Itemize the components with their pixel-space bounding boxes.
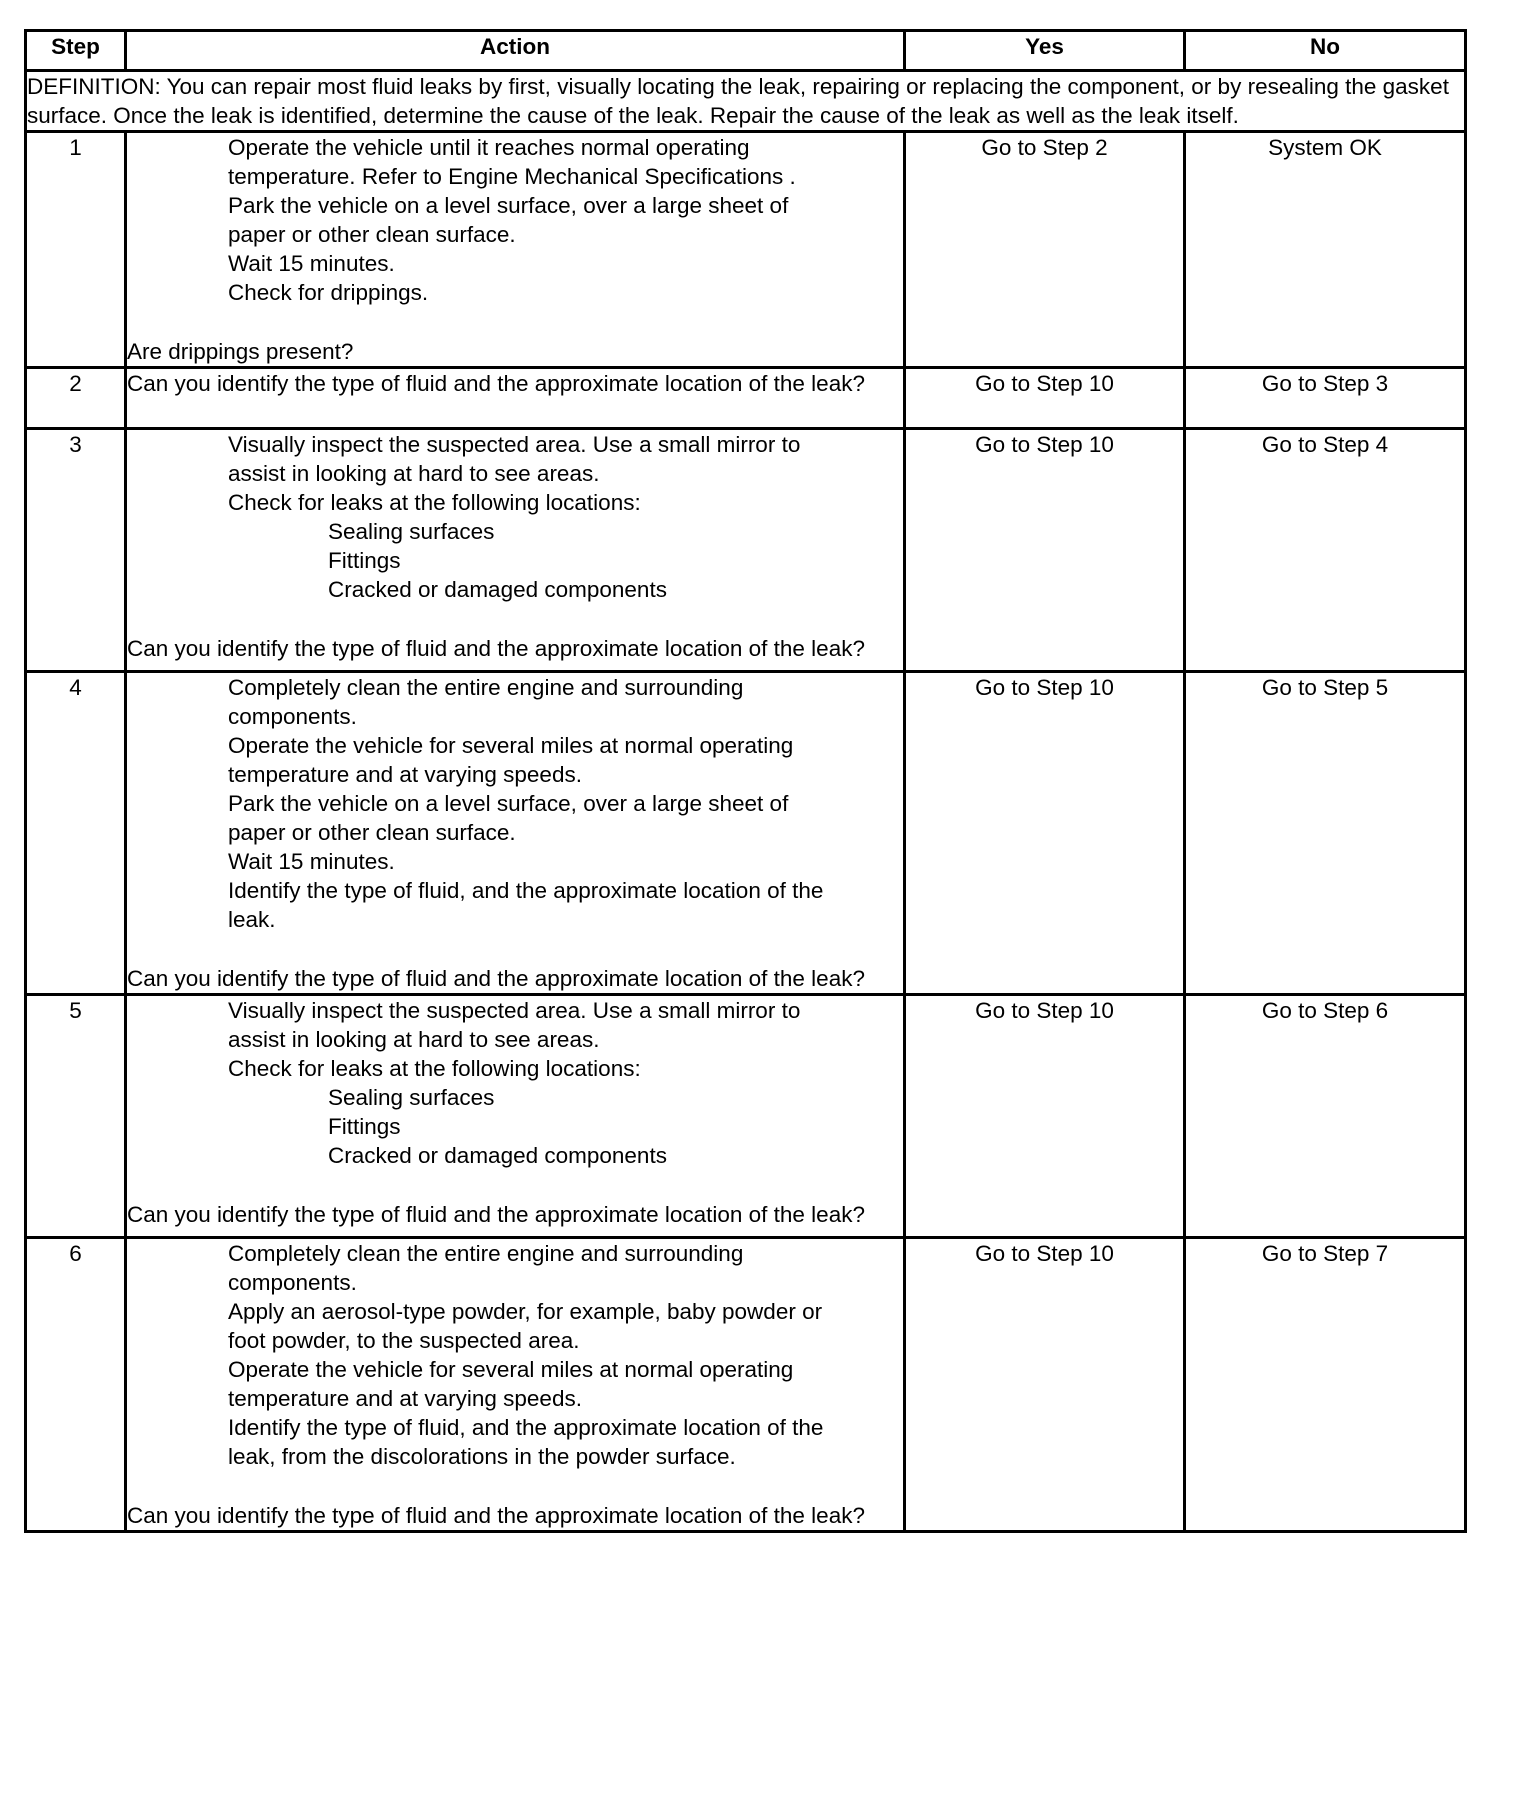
instruction-line: Visually inspect the suspected area. Use a small mirror to <box>228 432 801 457</box>
yes-result: Go to Step 10 <box>905 368 1185 429</box>
table-row <box>26 672 1466 995</box>
action-cell <box>126 368 905 429</box>
instruction-line: Operate the vehicle for several miles at normal operating <box>228 733 794 758</box>
instruction-line: foot powder, to the suspected area. <box>228 1328 580 1353</box>
step-number: 1 <box>26 132 126 368</box>
no-result: Go to Step 5 <box>1185 672 1466 995</box>
location-item: Fittings <box>328 548 401 573</box>
table-row <box>26 995 1466 1238</box>
no-result: Go to Step 3 <box>1185 368 1466 429</box>
action-question: Can you identify the type of fluid and the approximate location of the leak? <box>127 371 865 396</box>
yes-result: Go to Step 10 <box>905 429 1185 672</box>
instruction-line: temperature. Refer to Engine Mechanical Specifications . <box>228 164 796 189</box>
action-instructions <box>127 133 903 307</box>
location-item: Cracked or damaged components <box>328 577 667 602</box>
action-cell <box>126 995 905 1238</box>
location-item: Cracked or damaged components <box>328 1143 667 1168</box>
instruction-line: Visually inspect the suspected area. Use a small mirror to <box>228 998 801 1023</box>
instruction-line: Operate the vehicle for several miles at normal operating <box>228 1357 794 1382</box>
instruction-line: Completely clean the entire engine and surrounding <box>228 1241 744 1266</box>
instruction-line: Park the vehicle on a level surface, over a large sheet of <box>228 193 789 218</box>
action-cell <box>126 672 905 995</box>
instruction-line: paper or other clean surface. <box>228 222 516 247</box>
no-result: Go to Step 4 <box>1185 429 1466 672</box>
instruction-line: Park the vehicle on a level surface, over a large sheet of <box>228 791 789 816</box>
instruction-line: Wait 15 minutes. <box>228 251 395 276</box>
action-instructions <box>127 673 903 934</box>
action-question: Can you identify the type of fluid and the approximate location of the leak? <box>127 1202 865 1227</box>
table-row <box>26 1238 1466 1532</box>
table-row <box>26 368 1466 429</box>
header-step: Step <box>26 31 126 71</box>
instruction-line: components. <box>228 1270 357 1295</box>
action-question: Can you identify the type of fluid and the approximate location of the leak? <box>127 1503 865 1528</box>
yes-result: Go to Step 10 <box>905 1238 1185 1532</box>
instruction-line: Identify the type of fluid, and the approximate location of the <box>228 878 824 903</box>
table-row <box>26 429 1466 672</box>
no-result: System OK <box>1185 132 1466 368</box>
instruction-line: Check for drippings. <box>228 280 429 305</box>
instruction-line: Check for leaks at the following locations: <box>228 1056 641 1081</box>
definition-text: DEFINITION: You can repair most fluid leaks by first, visually locating the leak, repairing or replacing the component, or by resealing the gasket surface. Once the leak is identified, determine the cause of the leak. Repair the cause of the leak as well as the leak itself. <box>26 71 1466 132</box>
instruction-line: assist in looking at hard to see areas. <box>228 1027 600 1052</box>
location-item: Fittings <box>328 1114 401 1139</box>
instruction-line: Apply an aerosol-type powder, for example, baby powder or <box>228 1299 823 1324</box>
table-row <box>26 132 1466 368</box>
yes-result: Go to Step 2 <box>905 132 1185 368</box>
instruction-line: assist in looking at hard to see areas. <box>228 461 600 486</box>
header-no: No <box>1185 31 1466 71</box>
action-instructions <box>127 430 903 604</box>
action-question: Can you identify the type of fluid and the approximate location of the leak? <box>127 636 865 661</box>
step-number: 4 <box>26 672 126 995</box>
no-result: Go to Step 7 <box>1185 1238 1466 1532</box>
definition-row <box>26 71 1466 132</box>
step-number: 2 <box>26 368 126 429</box>
header-action: Action <box>126 31 905 71</box>
instruction-line: Completely clean the entire engine and surrounding <box>228 675 744 700</box>
instruction-line: Identify the type of fluid, and the approximate location of the <box>228 1415 824 1440</box>
instruction-line: temperature and at varying speeds. <box>228 762 582 787</box>
instruction-line: Wait 15 minutes. <box>228 849 395 874</box>
diagnostic-table <box>24 29 1467 1533</box>
instruction-line: Operate the vehicle until it reaches normal operating <box>228 135 750 160</box>
location-list <box>228 1083 903 1170</box>
action-instructions <box>127 1239 903 1471</box>
header-yes: Yes <box>905 31 1185 71</box>
step-number: 6 <box>26 1238 126 1532</box>
no-result: Go to Step 6 <box>1185 995 1466 1238</box>
header-row <box>26 31 1466 71</box>
location-item: Sealing surfaces <box>328 519 495 544</box>
instruction-line: temperature and at varying speeds. <box>228 1386 582 1411</box>
instruction-line: paper or other clean surface. <box>228 820 516 845</box>
location-list <box>228 517 903 604</box>
action-cell <box>126 1238 905 1532</box>
instruction-line: components. <box>228 704 357 729</box>
instruction-line: Check for leaks at the following locations: <box>228 490 641 515</box>
action-instructions <box>127 996 903 1170</box>
yes-result: Go to Step 10 <box>905 672 1185 995</box>
instruction-line: leak, from the discolorations in the powder surface. <box>228 1444 736 1469</box>
step-number: 3 <box>26 429 126 672</box>
location-item: Sealing surfaces <box>328 1085 495 1110</box>
action-cell <box>126 429 905 672</box>
yes-result: Go to Step 10 <box>905 995 1185 1238</box>
action-question: Are drippings present? <box>127 339 354 364</box>
instruction-line: leak. <box>228 907 276 932</box>
step-number: 5 <box>26 995 126 1238</box>
action-question: Can you identify the type of fluid and the approximate location of the leak? <box>127 966 865 991</box>
action-cell <box>126 132 905 368</box>
